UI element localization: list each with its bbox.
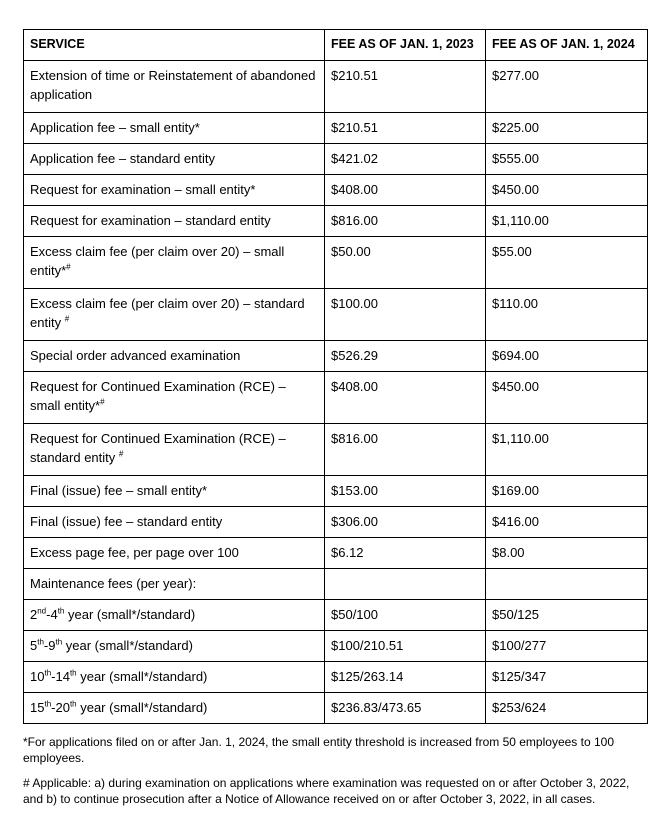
service-cell — [24, 237, 325, 289]
fee-2023-cell: $816.00 — [325, 206, 486, 237]
service-cell — [24, 289, 325, 341]
year-to: -14 — [51, 669, 70, 684]
fee-2023-cell: $236.83/473.65 — [325, 693, 486, 724]
table-row — [24, 507, 648, 538]
table-row — [24, 289, 648, 341]
year-label: year (small*/standard) — [62, 638, 193, 653]
fee-table — [23, 29, 648, 724]
service-cell: Application fee – small entity* — [24, 113, 325, 144]
service-text: Request for Continued Examination (RCE) – small entity* — [30, 379, 286, 413]
fee-2024-cell: $1,110.00 — [486, 424, 648, 476]
fee-2023-cell: $153.00 — [325, 476, 486, 507]
fee-2024-cell: $125/347 — [486, 662, 648, 693]
fee-2024-cell: $100/277 — [486, 631, 648, 662]
service-cell: Request for examination – small entity* — [24, 175, 325, 206]
fee-2023-cell: $421.02 — [325, 144, 486, 175]
fee-2023-cell: $210.51 — [325, 61, 486, 113]
table-header-row — [24, 30, 648, 61]
table-row-maintenance — [24, 600, 648, 631]
table-row-maintenance — [24, 662, 648, 693]
fee-2023-cell: $526.29 — [325, 341, 486, 372]
service-cell: Final (issue) fee – small entity* — [24, 476, 325, 507]
table-row — [24, 341, 648, 372]
fee-2024-cell: $450.00 — [486, 175, 648, 206]
service-cell — [24, 600, 325, 631]
year-from: 2 — [30, 607, 38, 622]
fee-2023-cell: $408.00 — [325, 372, 486, 424]
table-row — [24, 61, 648, 113]
table-row — [24, 175, 648, 206]
fee-2023-cell: $50/100 — [325, 600, 486, 631]
fee-2024-cell: $555.00 — [486, 144, 648, 175]
table-row — [24, 538, 648, 569]
table-row — [24, 424, 648, 476]
fee-2023-cell: $306.00 — [325, 507, 486, 538]
year-to: -4 — [46, 607, 58, 622]
table-row-maintenance-heading — [24, 569, 648, 600]
fee-2024-cell: $416.00 — [486, 507, 648, 538]
year-from: 15 — [30, 700, 45, 715]
fee-2024-cell: $450.00 — [486, 372, 648, 424]
service-cell: Extension of time or Reinstatement of abandoned application — [24, 61, 325, 113]
fee-2024-cell: $277.00 — [486, 61, 648, 113]
table-row-maintenance — [24, 631, 648, 662]
year-label: year (small*/standard) — [64, 607, 196, 622]
fee-2024-cell: $110.00 — [486, 289, 648, 341]
fee-2023-cell: $6.12 — [325, 538, 486, 569]
footnote-applicable: # Applicable: a) during examination on applications where examination was requested on or after October 3, 2022, and b) to continue prosecution after a Notice of Allowance received on or after October 3, 2022, in all cases. — [23, 776, 630, 806]
year-label: year (small*/standard) — [76, 700, 208, 715]
fee-2024-cell: $694.00 — [486, 341, 648, 372]
table-row — [24, 476, 648, 507]
footnote-small-entity: *For applications filed on or after Jan. 1, 2024, the small entity threshold is increased from 50 employees to 100 employees. — [23, 735, 614, 765]
ordinal-suffix: th — [44, 699, 52, 709]
fee-2023-cell: $100.00 — [325, 289, 486, 341]
year-to: -9 — [43, 638, 56, 653]
header-fee-2024: FEE AS OF JAN. 1, 2024 — [486, 30, 648, 61]
service-cell — [24, 372, 325, 424]
service-text: Excess claim fee (per claim over 20) – standard entity — [30, 296, 305, 330]
service-cell: Excess page fee, per page over 100 — [24, 538, 325, 569]
hash-marker: # — [100, 397, 105, 407]
table-row — [24, 237, 648, 289]
table-row-maintenance — [24, 693, 648, 724]
header-service: SERVICE — [24, 30, 325, 61]
ordinal-suffix: nd — [37, 606, 47, 616]
service-cell: Request for examination – standard entity — [24, 206, 325, 237]
fee-2023-cell: $816.00 — [325, 424, 486, 476]
table-row — [24, 144, 648, 175]
fee-2023-cell: $210.51 — [325, 113, 486, 144]
ordinal-suffix: th — [57, 606, 65, 616]
footnotes — [23, 734, 649, 816]
hash-marker: # — [64, 314, 70, 324]
service-cell — [24, 693, 325, 724]
year-label: year (small*/standard) — [76, 669, 208, 684]
year-from: 10 — [30, 669, 45, 684]
service-cell: Special order advanced examination — [24, 341, 325, 372]
fee-2023-cell — [325, 569, 486, 600]
fee-2024-cell: $8.00 — [486, 538, 648, 569]
fee-2024-cell: $225.00 — [486, 113, 648, 144]
fee-2023-cell: $100/210.51 — [325, 631, 486, 662]
fee-2024-cell: $55.00 — [486, 237, 648, 289]
fee-2024-cell: $1,110.00 — [486, 206, 648, 237]
service-text: Excess claim fee (per claim over 20) – small entity* — [30, 244, 285, 278]
hash-marker: # — [66, 262, 71, 272]
ordinal-suffix: th — [44, 668, 52, 678]
year-from: 5 — [30, 638, 38, 653]
year-to: -20 — [51, 700, 70, 715]
service-cell — [24, 631, 325, 662]
table-row — [24, 372, 648, 424]
service-cell — [24, 424, 325, 476]
table-row — [24, 206, 648, 237]
ordinal-suffix: th — [69, 699, 77, 709]
ordinal-suffix: th — [69, 668, 77, 678]
ordinal-suffix: th — [37, 637, 44, 647]
service-cell: Maintenance fees (per year): — [24, 569, 325, 600]
service-cell — [24, 662, 325, 693]
table-row — [24, 113, 648, 144]
fee-2023-cell: $408.00 — [325, 175, 486, 206]
fee-2023-cell: $125/263.14 — [325, 662, 486, 693]
fee-2024-cell: $169.00 — [486, 476, 648, 507]
service-cell: Application fee – standard entity — [24, 144, 325, 175]
service-text: Request for Continued Examination (RCE) – standard entity — [30, 431, 286, 465]
fee-2024-cell — [486, 569, 648, 600]
hash-marker: # — [118, 449, 124, 459]
header-fee-2023: FEE AS OF JAN. 1, 2023 — [325, 30, 486, 61]
fee-2023-cell: $50.00 — [325, 237, 486, 289]
fee-2024-cell: $50/125 — [486, 600, 648, 631]
fee-2024-cell: $253/624 — [486, 693, 648, 724]
ordinal-suffix: th — [55, 637, 63, 647]
service-cell: Final (issue) fee – standard entity — [24, 507, 325, 538]
